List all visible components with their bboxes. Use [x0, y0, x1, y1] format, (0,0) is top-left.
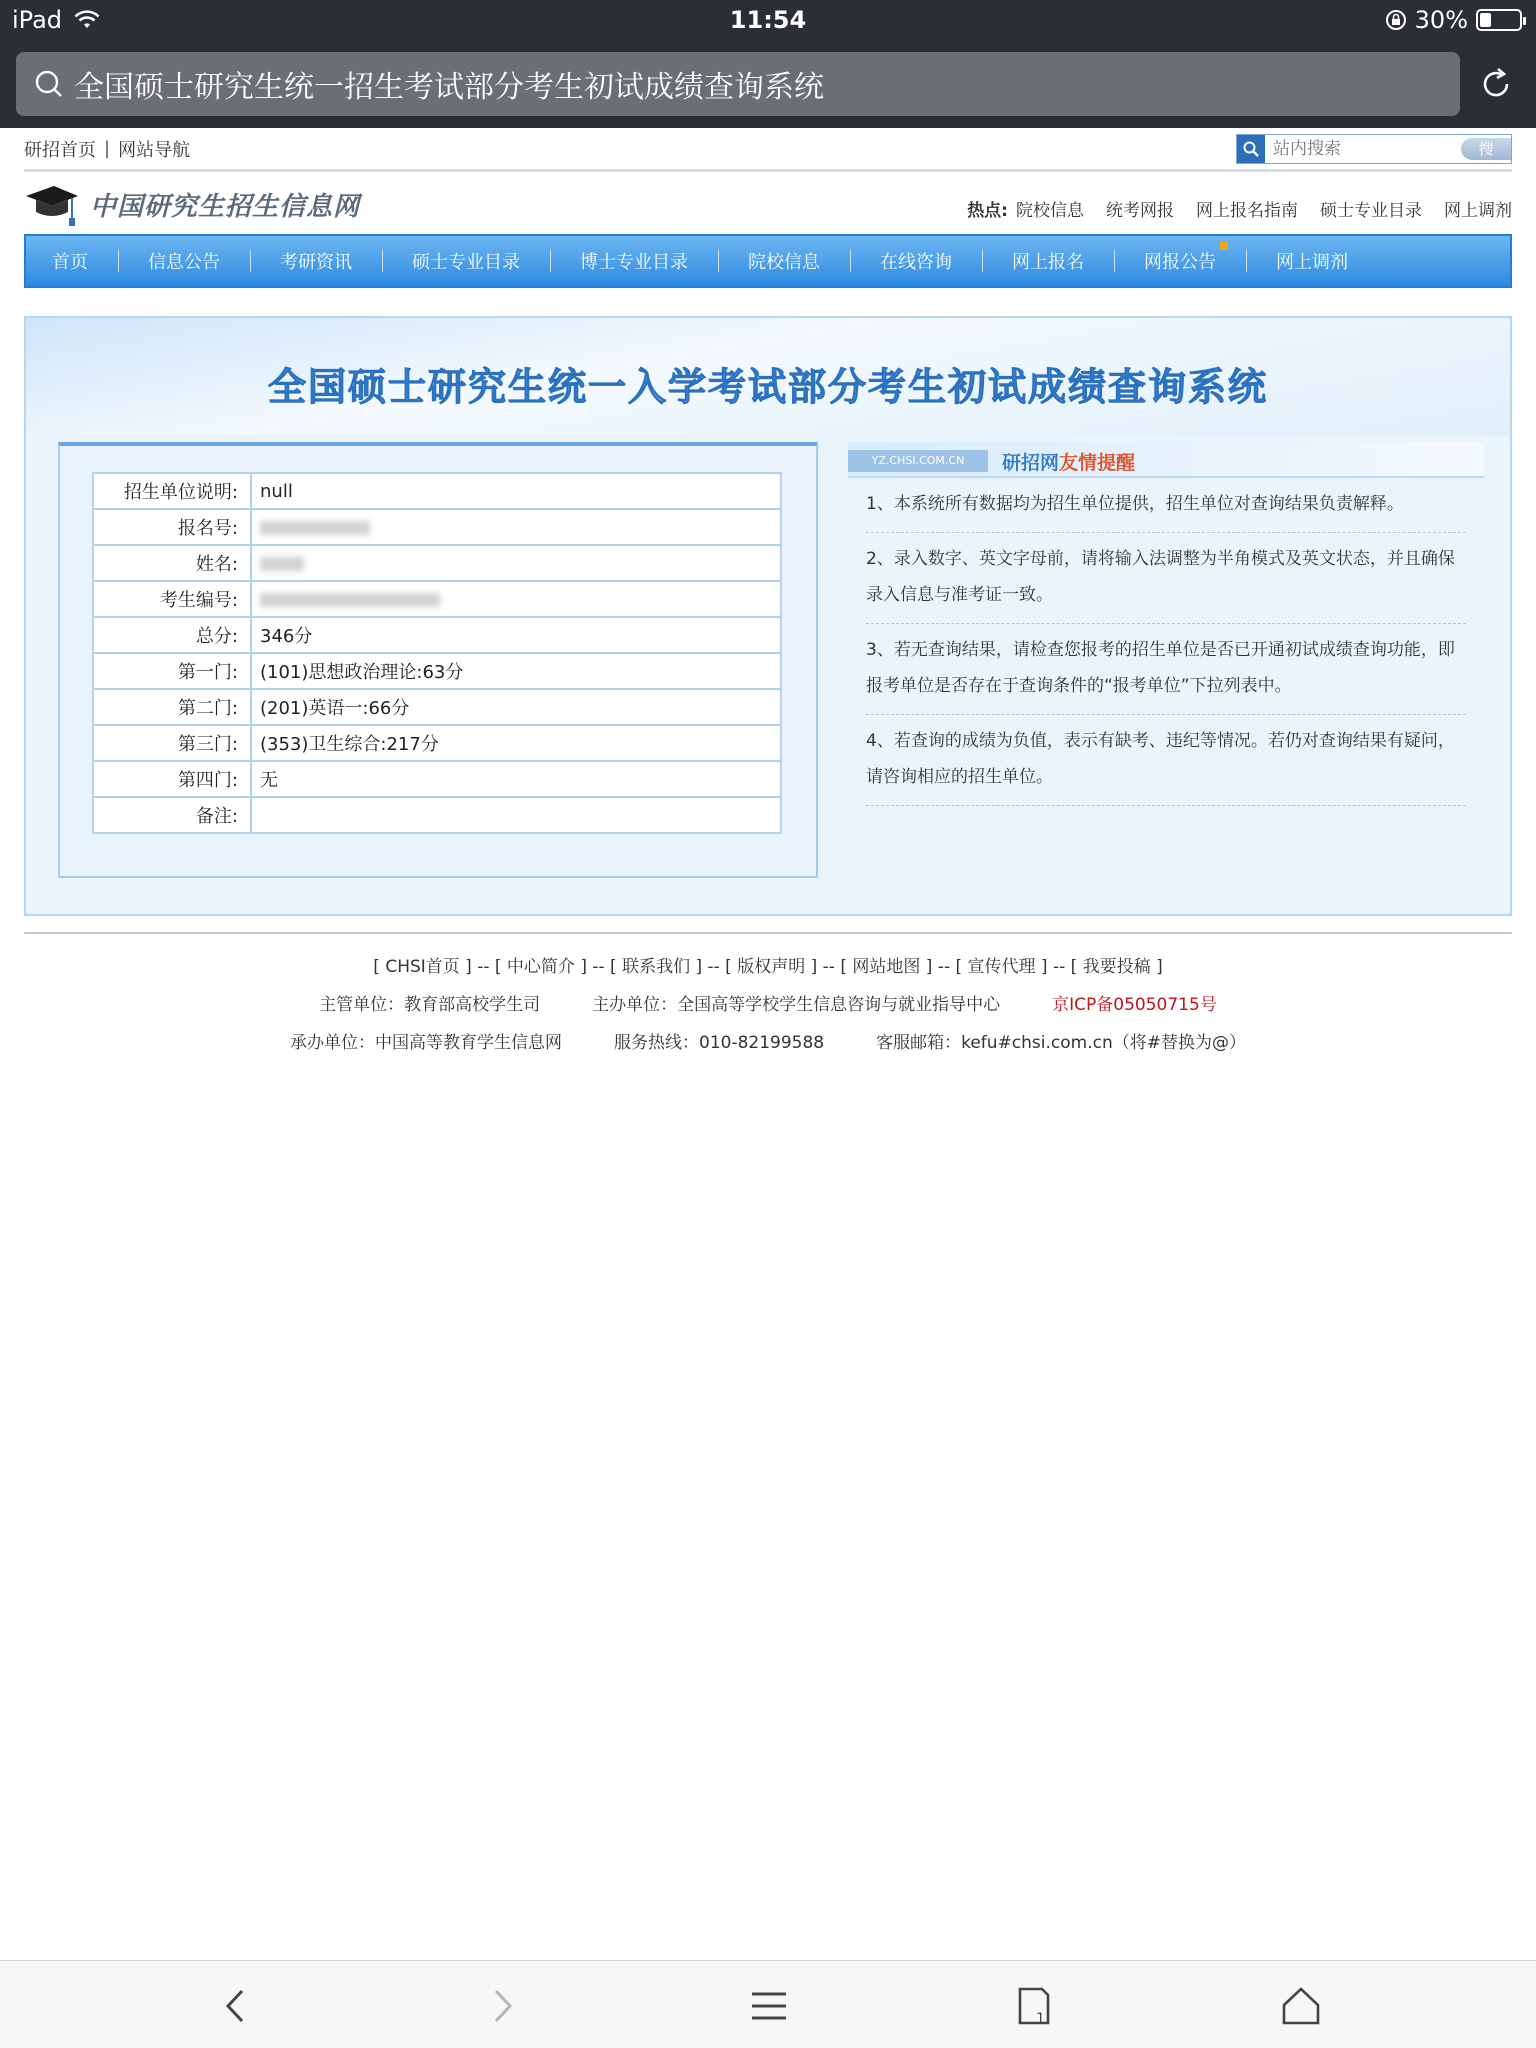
- score-row-label: 备注:: [93, 797, 251, 833]
- footer-links[interactable]: [ CHSI首页 ] -- [ 中心简介 ] -- [ 联系我们 ] -- [ 版权声明 ] -- [ 网站地图 ] -- [ 宣传代理 ] -- [ 我要投稿 ]: [373, 957, 1163, 977]
- redacted-value: [260, 557, 304, 571]
- score-row-label: 第一门:: [93, 653, 251, 689]
- svg-text:1: 1: [1036, 2011, 1045, 2027]
- redacted-value: [260, 593, 440, 607]
- footer-sponsor: 主办单位：全国高等学校学生信息咨询与就业指导中心: [592, 995, 1001, 1015]
- nav-online-consult[interactable]: 在线咨询: [850, 248, 982, 274]
- hot-link-master-catalog[interactable]: 硕士专业目录: [1320, 201, 1422, 221]
- score-row: [93, 653, 781, 689]
- graduation-cap-icon: [24, 180, 80, 228]
- nav-news[interactable]: 考研资讯: [250, 248, 382, 274]
- nav-registration-notice: 网报公告: [1144, 252, 1216, 273]
- nav-schools[interactable]: 院校信息: [718, 248, 850, 274]
- score-row-value: [251, 545, 781, 581]
- score-row-value: (201)英语一:66分: [251, 689, 781, 725]
- nav-online-adjustment[interactable]: 网上调剂: [1246, 248, 1378, 274]
- score-row: [93, 545, 781, 581]
- tabs-icon[interactable]: [1012, 1983, 1058, 2029]
- score-row-label: 报名号:: [93, 509, 251, 545]
- score-row-label: 考生编号:: [93, 581, 251, 617]
- site-search: [1236, 134, 1512, 164]
- hot-link-online-exam-registration[interactable]: 统考网报: [1106, 201, 1174, 221]
- score-row: [93, 689, 781, 725]
- footer-operator: 承办单位：中国高等教育学生信息网: [290, 1033, 562, 1053]
- score-row: [93, 797, 781, 833]
- nav-home[interactable]: 首页: [52, 252, 88, 273]
- score-row-value: [251, 797, 781, 833]
- battery-icon: [1476, 9, 1522, 31]
- score-row-label: 第三门:: [93, 725, 251, 761]
- score-row: [93, 473, 781, 509]
- forward-icon[interactable]: [478, 1983, 524, 2029]
- score-row-value: [251, 581, 781, 617]
- footer-icp[interactable]: 京ICP备05050715号: [1052, 995, 1217, 1015]
- logo-row: [24, 172, 1512, 234]
- tips-site-chip: YZ.CHSI.COM.CN: [848, 450, 988, 472]
- score-query-panel: [24, 316, 1512, 916]
- tips-title: [1002, 448, 1135, 475]
- score-row-label: 第二门:: [93, 689, 251, 725]
- score-row-value: 346分: [251, 617, 781, 653]
- link-site-nav[interactable]: 网站导航: [118, 139, 191, 161]
- battery-level: [1480, 13, 1491, 27]
- nav-online-registration[interactable]: 网上报名: [982, 248, 1114, 274]
- new-badge: [1220, 242, 1228, 250]
- nav-master-catalog[interactable]: 硕士专业目录: [382, 248, 550, 274]
- score-row: [93, 509, 781, 545]
- score-row-value: 无: [251, 761, 781, 797]
- tips-section: [848, 442, 1484, 806]
- score-row-label: 总分:: [93, 617, 251, 653]
- footer-email: 客服邮箱：kefu#chsi.com.cn（将#替换为@）: [876, 1033, 1246, 1053]
- score-row: [93, 761, 781, 797]
- hot-link-registration-guide[interactable]: 网上报名指南: [1196, 201, 1298, 221]
- tip-item: 4、若查询的成绩为负值，表示有缺考、违纪等情况。若仍对查询结果有疑问，请咨询相应的招生单位。: [866, 715, 1466, 806]
- score-row-label: 招生单位说明:: [93, 473, 251, 509]
- search-icon: [34, 69, 64, 99]
- tip-item: 1、本系统所有数据均为招生单位提供，招生单位对查询结果负责解释。: [866, 478, 1466, 533]
- orientation-lock-icon: [1385, 9, 1407, 31]
- hot-label: 热点:: [967, 201, 1008, 221]
- score-row: [93, 725, 781, 761]
- banner: [26, 318, 1510, 436]
- battery-percent: 30%: [1414, 6, 1468, 34]
- site-search-input[interactable]: [1273, 139, 1443, 159]
- site-page: [24, 128, 1512, 1062]
- site-logo[interactable]: [24, 180, 360, 228]
- hot-link-adjustment[interactable]: 网上调剂: [1444, 201, 1512, 221]
- site-search-button[interactable]: 搜: [1461, 138, 1511, 160]
- address-bar[interactable]: [16, 52, 1460, 116]
- hot-links: [967, 196, 1512, 221]
- score-row-value: (353)卫生综合:217分: [251, 725, 781, 761]
- back-icon[interactable]: [214, 1983, 260, 2029]
- score-row-label: 姓名:: [93, 545, 251, 581]
- browser-bottom-toolbar: [0, 1960, 1536, 2048]
- tip-item: 3、若无查询结果，请检查您报考的招生单位是否已开通初试成绩查询功能，即报考单位是否存在于查询条件的“报考单位”下拉列表中。: [866, 624, 1466, 715]
- logo-text: 中国研究生招生信息网: [90, 191, 361, 222]
- score-table: [92, 472, 782, 834]
- tips-title-reminder: 友情提醒: [1059, 452, 1136, 474]
- tips-header: [848, 442, 1484, 478]
- clock: 11:54: [729, 6, 807, 34]
- divider: |: [104, 138, 111, 159]
- menu-icon[interactable]: [746, 1983, 792, 2029]
- tip-item: 2、录入数字、英文字母前，请将输入法调整为半角模式及英文状态，并且确保录入信息与准考证一致。: [866, 533, 1466, 624]
- score-row-value: null: [251, 473, 781, 509]
- score-row-label: 第四门:: [93, 761, 251, 797]
- link-yz-home[interactable]: 研招首页: [24, 139, 96, 161]
- magnifier-icon: [1237, 135, 1265, 163]
- reload-icon[interactable]: [1476, 64, 1516, 104]
- nav-doctor-catalog[interactable]: 博士专业目录: [550, 248, 718, 274]
- hot-link-schools[interactable]: 院校信息: [1016, 201, 1084, 221]
- footer-supervisor: 主管单位：教育部高校学生司: [319, 995, 541, 1015]
- redacted-value: [260, 521, 370, 535]
- score-row-value: [251, 509, 781, 545]
- nav-announcements[interactable]: 信息公告: [118, 248, 250, 274]
- score-row-value: (101)思想政治理论:63分: [251, 653, 781, 689]
- browser-top-chrome: [0, 0, 1536, 128]
- home-icon[interactable]: [1278, 1983, 1324, 2029]
- score-row: [93, 581, 781, 617]
- footer-line-3: [24, 1024, 1512, 1062]
- footer: [24, 932, 1512, 1062]
- nav-registration-notice-item[interactable]: [1114, 248, 1246, 274]
- banner-title: 全国硕士研究生统一入学考试部分考生初试成绩查询系统: [267, 365, 1268, 409]
- score-row: [93, 617, 781, 653]
- top-links-bar: [24, 128, 1512, 172]
- score-result-box: [58, 442, 818, 878]
- tips-title-site: 研招网: [1002, 452, 1060, 474]
- footer-hotline: 服务热线：010-82199588: [614, 1033, 825, 1053]
- device-name: iPad: [12, 6, 63, 34]
- address-text: 全国硕士研究生统一招生考试部分考生初试成绩查询系统: [74, 70, 824, 105]
- footer-line-2: [24, 986, 1512, 1024]
- status-bar: [0, 0, 1536, 40]
- main-nav: [24, 234, 1512, 288]
